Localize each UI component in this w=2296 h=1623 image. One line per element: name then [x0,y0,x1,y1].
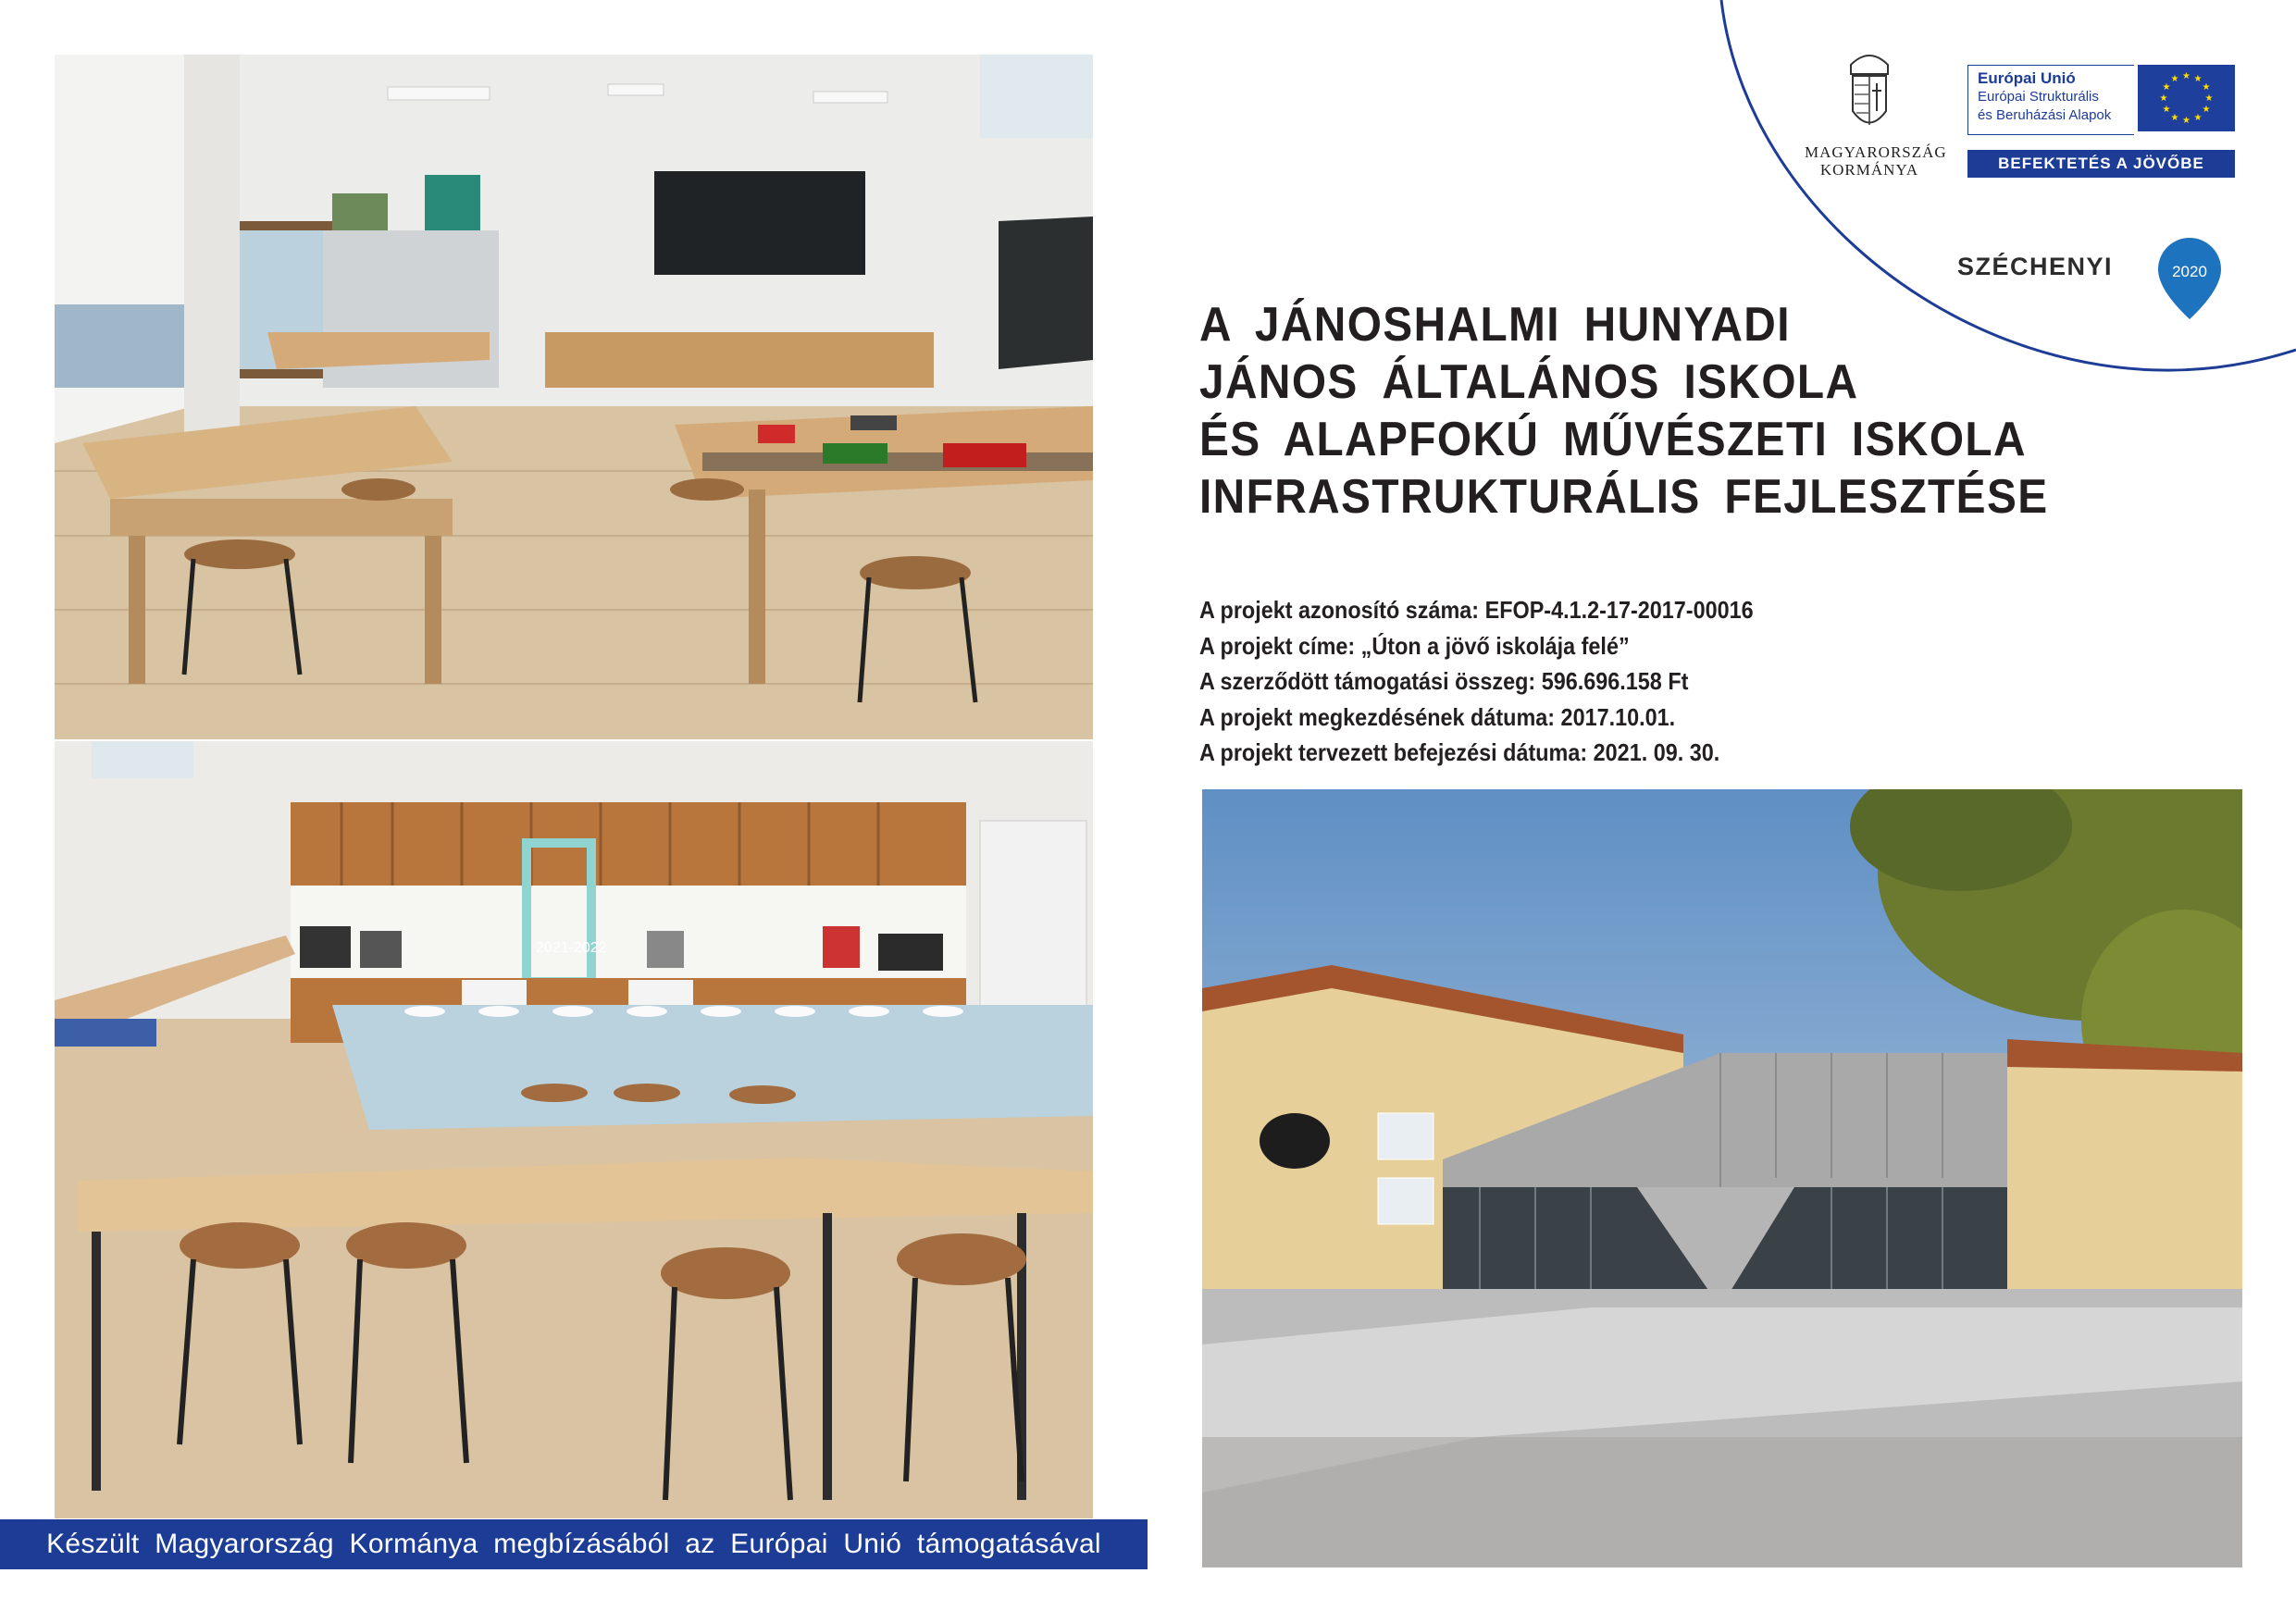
title-line-3: ÉS ALAPFOKÚ MŰVÉSZETI ISKOLA [1199,413,2027,466]
project-details [1199,592,2141,771]
svg-text:★: ★ [2182,116,2191,126]
szechenyi-year: 2020 [2172,263,2207,280]
svg-text:★: ★ [2170,113,2179,123]
title-line-2: JÁNOS ÁLTALÁNOS ISKOLA [1199,355,1859,409]
hungarian-coat-of-arms-icon [1842,46,1897,139]
svg-text:★: ★ [2204,93,2214,104]
footer-banner [0,1519,1148,1569]
eu-slogan: BEFEKTETÉS A JÖVŐBE [1967,150,2235,178]
eu-subtitle-2: és Beruházási Alapok [1978,107,2112,123]
title-line-4: INFRASTRUKTURÁLIS FEJLESZTÉSE [1199,470,2049,524]
page-title [1199,296,2162,526]
title-line-1: A JÁNOSHALMI HUNYADI [1199,298,1791,352]
svg-text:★: ★ [2202,82,2211,93]
kitchen-sign-text: 2021-2022 [536,940,607,956]
government-logo-line1: MAGYARORSZÁG [1805,143,1947,161]
svg-text:★: ★ [2202,105,2211,115]
government-logo-line2: KORMÁNYA [1819,161,1919,179]
footer-banner-text: Készült Magyarország Kormánya megbízásából az Európai Unió támogatásával [46,1529,1101,1559]
eu-funds-logo [1967,65,2235,178]
eu-flag-icon [2138,65,2235,131]
svg-text:★: ★ [2162,82,2171,93]
project-end-line: A projekt tervezett befejezési dátuma: 2021. 09. 30. [1199,738,1720,766]
svg-text:★: ★ [2159,93,2168,104]
eu-subtitle-1: Európai Strukturális [1978,89,2099,105]
szechenyi-word: SZÉCHENYI [1957,253,2114,280]
government-logo [1805,46,1947,185]
eu-title: Európai Unió [1978,69,2076,87]
svg-text:★: ★ [2193,113,2203,123]
svg-text:★: ★ [2170,74,2179,84]
svg-text:★: ★ [2193,74,2203,84]
kitchen-classroom-photo [55,741,1093,1518]
svg-text:★: ★ [2182,71,2191,81]
workshop-classroom-photo [55,55,1093,739]
project-name-line: A projekt címe: „Úton a jövő iskolája felé” [1199,631,1630,660]
project-start-line: A projekt megkezdésének dátuma: 2017.10.01. [1199,702,1676,731]
svg-text:★: ★ [2162,105,2171,115]
project-id-line: A projekt azonosító száma: EFOP-4.1.2-17-2017-00016 [1199,596,1754,624]
location-pin-icon [2156,236,2223,321]
school-building-photo [1202,789,2242,1567]
project-amount-line: A szerződött támogatási összeg: 596.696.158 Ft [1199,667,1689,695]
eu-text-box [1967,65,2134,135]
